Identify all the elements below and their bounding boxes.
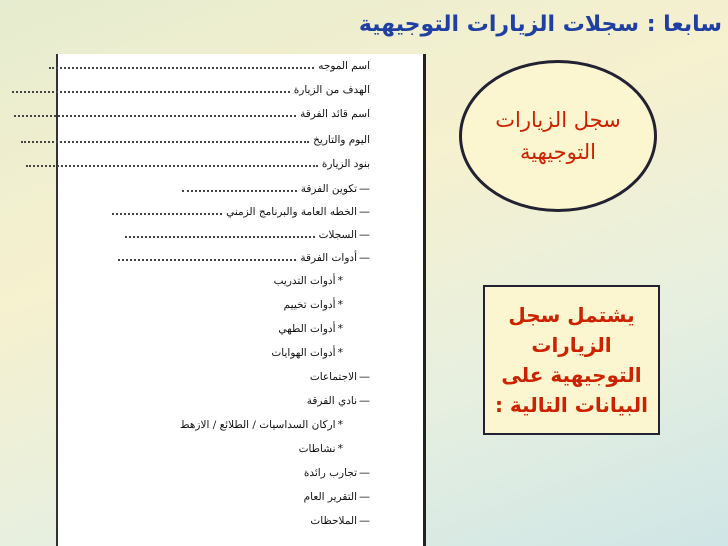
list-item <box>304 490 370 503</box>
dotted-line <box>118 253 296 261</box>
oval-label: سجل الزيارات التوجيهية <box>495 108 621 164</box>
field-supervisor-name <box>49 60 370 72</box>
item-label: أدوات الطهي <box>278 323 336 335</box>
dash-marker: — <box>359 182 370 195</box>
list-item <box>112 205 370 218</box>
item-label: تجارب رائدة <box>303 467 357 479</box>
star-marker: * <box>337 418 343 431</box>
field-label: الهدف من الزيارة <box>293 84 370 96</box>
item-label: تكوين الفرقة <box>300 183 357 195</box>
contents-box <box>483 285 660 435</box>
item-label: أدوات تخييم <box>283 299 336 311</box>
field-visit-items <box>26 158 370 170</box>
item-label: نشاطات <box>298 443 336 455</box>
list-item <box>182 182 370 195</box>
field-label: اسم الموجه <box>318 60 370 72</box>
item-label: الملاحظات <box>310 515 357 527</box>
list-item <box>299 442 343 455</box>
visit-log-oval <box>459 60 657 212</box>
list-item <box>180 418 343 431</box>
dash-marker: — <box>359 490 370 503</box>
field-label: اسم قائد الفرقة <box>300 108 370 120</box>
item-label: التقرير العام <box>303 491 357 503</box>
dotted-line <box>12 85 290 93</box>
scanned-form <box>56 54 426 546</box>
item-label: أدوات التدريب <box>273 275 336 287</box>
list-item <box>284 298 343 311</box>
list-item <box>271 346 343 359</box>
field-label: اليوم والتاريخ <box>313 134 370 146</box>
star-marker: * <box>337 274 343 287</box>
list-item <box>118 251 370 264</box>
item-label: الخطه العامة والبرنامج الزمني <box>226 206 357 218</box>
field-leader-name <box>14 108 370 120</box>
field-label: بنود الزيارة <box>321 158 370 170</box>
field-day-date <box>21 134 370 146</box>
slide-title: سابعا : سجلات الزيارات التوجيهية <box>358 12 722 37</box>
star-marker: * <box>337 298 343 311</box>
item-label: أدوات الهوايات <box>271 347 336 359</box>
star-marker: * <box>337 322 343 335</box>
dotted-line <box>14 109 296 117</box>
list-item <box>278 322 343 335</box>
dotted-line <box>49 61 314 69</box>
dash-marker: — <box>359 228 370 241</box>
dash-marker: — <box>359 251 370 264</box>
item-label: أدوات الفرقة <box>300 252 357 264</box>
dotted-line <box>26 159 318 167</box>
dotted-line <box>182 184 297 192</box>
list-item <box>125 228 370 241</box>
list-item <box>274 274 343 287</box>
list-item <box>310 370 370 383</box>
list-item <box>304 466 370 479</box>
star-marker: * <box>337 442 343 455</box>
dotted-line <box>112 207 222 215</box>
dash-marker: — <box>359 394 370 407</box>
dotted-line <box>21 135 309 143</box>
item-label: اركان السداسيات / الطلائع / الازهط <box>179 419 336 431</box>
dash-marker: — <box>359 205 370 218</box>
dash-marker: — <box>359 466 370 479</box>
list-item <box>307 394 370 407</box>
item-label: نادي الفرقة <box>306 395 357 407</box>
dotted-line <box>125 230 315 238</box>
field-visit-goal <box>12 84 370 96</box>
dash-marker: — <box>359 514 370 527</box>
dash-marker: — <box>359 370 370 383</box>
list-item <box>310 514 370 527</box>
box-label: يشتمل سجل الزيارات التوجيهية على البيانات التالية : <box>494 303 649 417</box>
item-label: السجلات <box>318 229 357 241</box>
star-marker: * <box>337 346 343 359</box>
item-label: الاجتماعات <box>309 371 357 383</box>
